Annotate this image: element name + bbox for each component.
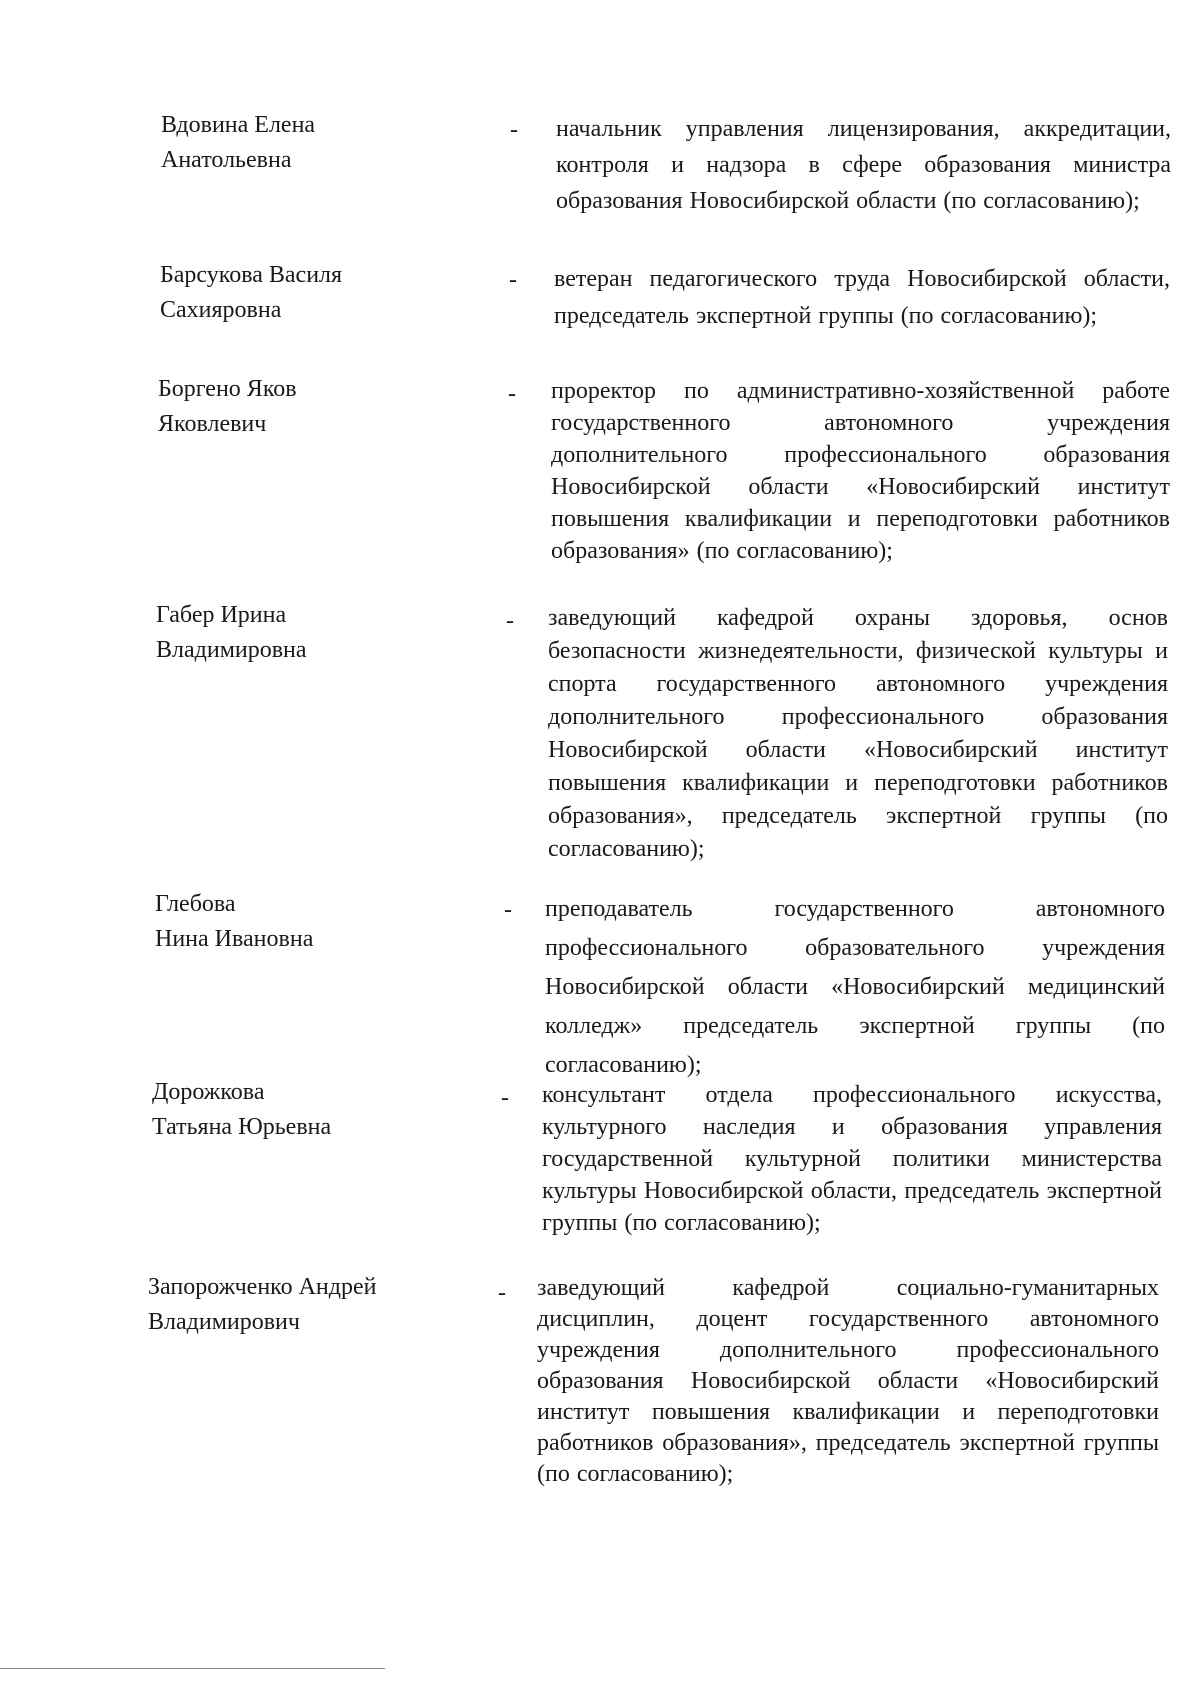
member-description: начальник управления лицензирования, аккредитации, контроля и надзора в сфере образования министра образования Новосибирской области (по согласованию); — [556, 116, 1171, 214]
member-description: ветеран педагогического труда Новосибирской области, председатель экспертной группы (по согласованию); — [554, 266, 1170, 329]
member-dash: - — [504, 897, 512, 923]
member-description: преподаватель государственного автономного профессионального образовательного учреждения Новосибирской области «Новосибирский медицинский колледж» председатель экспертной группы (по согласованию); — [545, 896, 1165, 1078]
member-dash: - — [510, 117, 518, 143]
member-name: Боргено Яков Яковлевич — [158, 376, 297, 437]
member-dash: - — [501, 1085, 509, 1111]
member-description: заведующий кафедрой охраны здоровья, основ безопасности жизнедеятельности, физической культуры и спорта государственного автономного учреждения дополнительного профессионального образования Новосибирской области «Новосибирский институт повышения квалификации и переподготовки работников образования», председатель экспертной группы (по согласованию); — [548, 605, 1168, 862]
member-name: Габер Ирина Владимировна — [156, 602, 307, 663]
member-name: Дорожкова Татьяна Юрьевна — [152, 1079, 332, 1140]
member-dash: - — [509, 267, 517, 293]
member-dash: - — [508, 381, 516, 407]
member-description: проректор по административно-хозяйственной работе государственного автономного учреждения дополнительного профессионального образования Новосибирской области «Новосибирский институт повышения квалификации и переподготовки работников образования» (по согласованию); — [551, 378, 1170, 564]
member-description: консультант отдела профессионального искусства, культурного наследия и образования управления государственной культурной политики министерства культуры Новосибирской области, председатель экспертной группы (по согласованию); — [542, 1082, 1162, 1236]
member-name: Глебова Нина Ивановна — [155, 891, 314, 952]
member-name: Запорожченко Андрей Владимирович — [148, 1274, 377, 1335]
member-name: Вдовина Елена Анатольевна — [161, 112, 316, 173]
member-dash: - — [498, 1280, 506, 1306]
member-description: заведующий кафедрой социально-гуманитарных дисциплин, доцент государственного автономного учреждения дополнительного профессионального образования Новосибирской области «Новосибирский институт повышения квалификации и переподготовки работников образования», председатель экспертной группы (по согласованию); — [537, 1275, 1159, 1487]
member-dash: - — [506, 608, 514, 634]
member-name: Барсукова Василя Сахияровна — [160, 262, 343, 323]
footer-rule — [0, 1668, 385, 1669]
